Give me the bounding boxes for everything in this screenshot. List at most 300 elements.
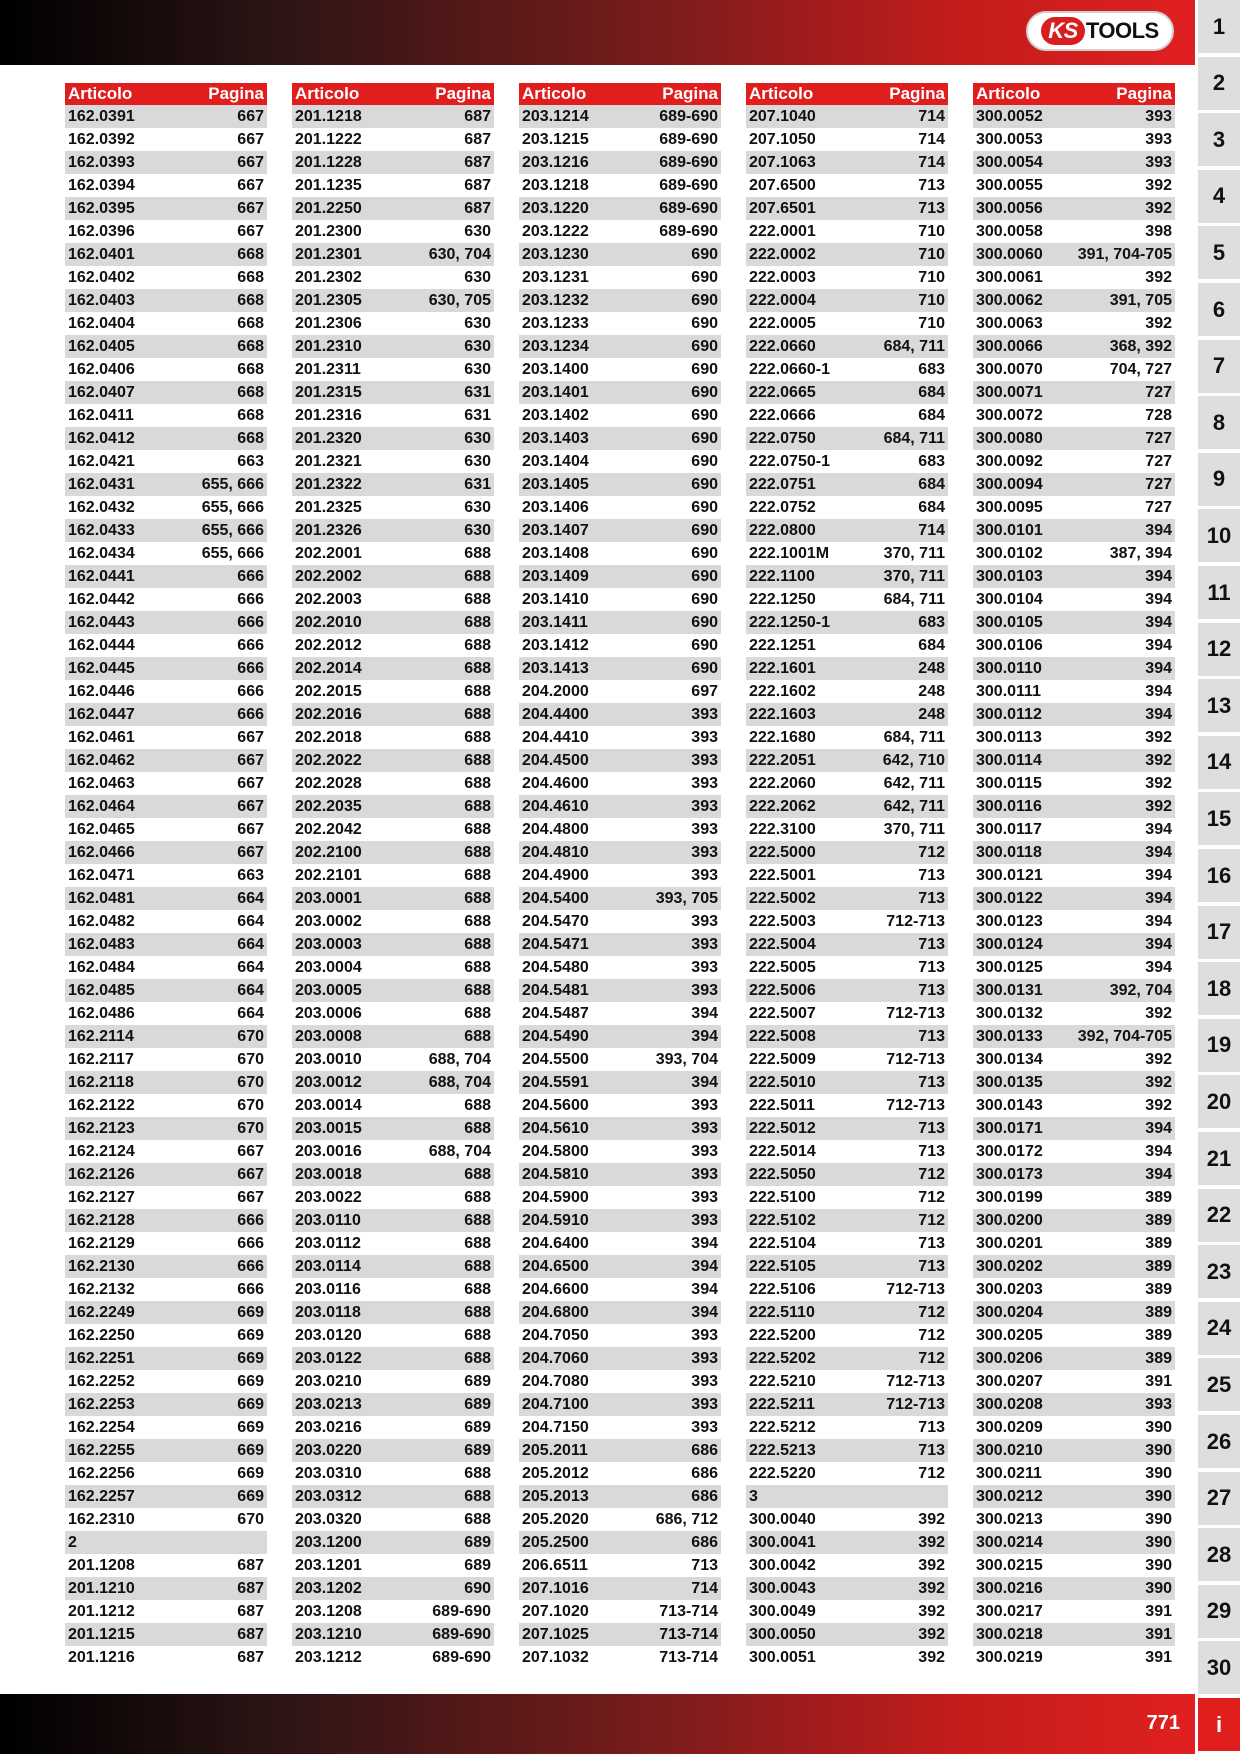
- page-reference: 394: [1145, 843, 1172, 861]
- article-code: 203.1220: [522, 199, 589, 217]
- table-row: [519, 1025, 721, 1048]
- table-row: [746, 1416, 948, 1439]
- article-code: 162.0444: [68, 636, 135, 654]
- article-code: 300.0106: [976, 636, 1043, 654]
- table-row: [65, 1232, 267, 1255]
- table-row: [519, 266, 721, 289]
- article-code: 222.5010: [749, 1073, 816, 1091]
- table-row: [65, 1393, 267, 1416]
- article-code: 162.0395: [68, 199, 135, 217]
- table-row: [65, 289, 267, 312]
- page-reference: 390: [1145, 1418, 1172, 1436]
- page-reference: 393: [691, 751, 718, 769]
- article-code: 222.2062: [749, 797, 816, 815]
- tab-chapter-14[interactable]: 14: [1198, 736, 1240, 789]
- table-row: [65, 1117, 267, 1140]
- page-reference: 392: [1145, 797, 1172, 815]
- tab-chapter-8[interactable]: 8: [1198, 396, 1240, 449]
- table-row: [292, 657, 494, 680]
- article-code: 207.6501: [749, 199, 816, 217]
- article-code: 300.0062: [976, 291, 1043, 309]
- table-row: [65, 1485, 267, 1508]
- table-row: [746, 956, 948, 979]
- article-code: 162.0401: [68, 245, 135, 263]
- page-reference: 688: [464, 659, 491, 677]
- page-reference: 690: [691, 475, 718, 493]
- tab-chapter-24[interactable]: 24: [1198, 1302, 1240, 1355]
- page-reference: 688: [464, 1303, 491, 1321]
- article-code: 222.5008: [749, 1027, 816, 1045]
- table-row: [519, 565, 721, 588]
- table-row: [292, 105, 494, 128]
- page-reference: 668: [237, 406, 264, 424]
- tab-chapter-13[interactable]: 13: [1198, 679, 1240, 732]
- article-code: 300.0094: [976, 475, 1043, 493]
- page-reference: 666: [237, 659, 264, 677]
- table-row: [292, 358, 494, 381]
- tab-chapter-18[interactable]: 18: [1198, 962, 1240, 1015]
- table-row: [973, 1600, 1175, 1623]
- tab-chapter-19[interactable]: 19: [1198, 1019, 1240, 1072]
- page-reference: 669: [237, 1303, 264, 1321]
- table-row: [519, 1600, 721, 1623]
- table-row: [973, 1531, 1175, 1554]
- article-code: 203.1218: [522, 176, 589, 194]
- page-reference: 393: [691, 1165, 718, 1183]
- article-code: 222.0666: [749, 406, 816, 424]
- table-row: [292, 289, 494, 312]
- article-code: 162.0482: [68, 912, 135, 930]
- table-row: [746, 1094, 948, 1117]
- tab-chapter-7[interactable]: 7: [1198, 340, 1240, 393]
- page-reference: 394: [1145, 590, 1172, 608]
- tab-chapter-6[interactable]: 6: [1198, 283, 1240, 336]
- page-reference: 689-690: [432, 1648, 491, 1666]
- tab-chapter-26[interactable]: 26: [1198, 1415, 1240, 1468]
- table-row: [973, 1002, 1175, 1025]
- table-row: [65, 1439, 267, 1462]
- table-row: [519, 312, 721, 335]
- table-row: [746, 818, 948, 841]
- article-code: 204.5810: [522, 1165, 589, 1183]
- page-reference: 670: [237, 1073, 264, 1091]
- tab-chapter-16[interactable]: 16: [1198, 849, 1240, 902]
- tab-chapter-29[interactable]: 29: [1198, 1585, 1240, 1638]
- table-row: [292, 887, 494, 910]
- page-reference: 392, 704-705: [1077, 1027, 1172, 1045]
- page-reference: 712-713: [886, 1372, 945, 1390]
- table-row: [519, 749, 721, 772]
- table-row: [973, 1186, 1175, 1209]
- page-reference: 394: [691, 1234, 718, 1252]
- article-code: 222.1601: [749, 659, 816, 677]
- article-code: 204.5471: [522, 935, 589, 953]
- table-row: [292, 680, 494, 703]
- article-code: 201.1235: [295, 176, 362, 194]
- article-code: 300.0080: [976, 429, 1043, 447]
- tab-chapter-3[interactable]: 3: [1198, 113, 1240, 166]
- table-row: [65, 1416, 267, 1439]
- page-reference: 666: [237, 1234, 264, 1252]
- page-reference: 655, 666: [201, 521, 264, 539]
- page-reference: 670: [237, 1027, 264, 1045]
- article-code: 203.1405: [522, 475, 589, 493]
- article-code: 300.0050: [749, 1625, 816, 1643]
- table-row: [519, 542, 721, 565]
- table-row: [973, 519, 1175, 542]
- page-reference: 248: [918, 705, 945, 723]
- article-code: 202.2016: [295, 705, 362, 723]
- table-row: [973, 703, 1175, 726]
- table-row: [519, 818, 721, 841]
- table-row: [65, 1370, 267, 1393]
- article-code: 203.1406: [522, 498, 589, 516]
- page-reference: 392: [1145, 728, 1172, 746]
- article-code: 222.5012: [749, 1119, 816, 1137]
- article-code: 201.2315: [295, 383, 362, 401]
- table-row: [973, 657, 1175, 680]
- article-code: 204.5800: [522, 1142, 589, 1160]
- tab-chapter-30[interactable]: 30: [1198, 1641, 1240, 1694]
- article-code: 222.5014: [749, 1142, 816, 1160]
- page-reference: 687: [464, 199, 491, 217]
- article-code: 203.0014: [295, 1096, 362, 1114]
- header-page: Pagina: [662, 84, 718, 103]
- page-reference: 663: [237, 866, 264, 884]
- article-code: 300.0219: [976, 1648, 1043, 1666]
- page-reference: 394: [1145, 659, 1172, 677]
- article-code: 300.0118: [976, 843, 1042, 861]
- article-code: 202.2022: [295, 751, 362, 769]
- page-reference: 666: [237, 590, 264, 608]
- table-row: [65, 1255, 267, 1278]
- tab-chapter-23[interactable]: 23: [1198, 1245, 1240, 1298]
- article-code: 2: [68, 1533, 77, 1551]
- table-row: [746, 496, 948, 519]
- table-row: [519, 105, 721, 128]
- table-row: [292, 312, 494, 335]
- column-rows: [292, 105, 494, 1669]
- page-reference: 714: [918, 107, 945, 125]
- table-row: [292, 1347, 494, 1370]
- table-row: [65, 749, 267, 772]
- article-code: 300.0207: [976, 1372, 1043, 1390]
- table-row: [746, 726, 948, 749]
- tab-chapter-17[interactable]: 17: [1198, 906, 1240, 959]
- article-code: 300.0071: [976, 383, 1043, 401]
- page-reference: 688: [464, 1188, 491, 1206]
- page-reference: 394: [1145, 820, 1172, 838]
- page-reference: 688: [464, 866, 491, 884]
- article-code: 162.2114: [68, 1027, 134, 1045]
- article-code: 204.5490: [522, 1027, 589, 1045]
- tab-chapter-1[interactable]: 1: [1198, 0, 1240, 53]
- table-row: [973, 197, 1175, 220]
- tab-info[interactable]: i: [1198, 1698, 1240, 1751]
- article-code: 162.0443: [68, 613, 135, 631]
- article-code: 203.1200: [295, 1533, 362, 1551]
- table-row: [292, 1140, 494, 1163]
- page-reference: 688: [464, 912, 491, 930]
- article-code: 201.1208: [68, 1556, 135, 1574]
- table-row: [973, 450, 1175, 473]
- article-code: 205.2020: [522, 1510, 589, 1528]
- article-code: 222.5210: [749, 1372, 816, 1390]
- article-code: 162.2251: [68, 1349, 135, 1367]
- tab-chapter-27[interactable]: 27: [1198, 1472, 1240, 1525]
- page-reference: 667: [237, 728, 264, 746]
- page-reference: 669: [237, 1418, 264, 1436]
- table-row: [973, 634, 1175, 657]
- page-reference: 690: [691, 314, 718, 332]
- article-code: 203.1402: [522, 406, 589, 424]
- tab-chapter-12[interactable]: 12: [1198, 623, 1240, 676]
- table-row: [519, 1140, 721, 1163]
- article-code: 300.0072: [976, 406, 1043, 424]
- table-row: [519, 404, 721, 427]
- article-code: 222.5110: [749, 1303, 815, 1321]
- page-reference: 670: [237, 1119, 264, 1137]
- tab-chapter-15[interactable]: 15: [1198, 792, 1240, 845]
- tab-chapter-22[interactable]: 22: [1198, 1189, 1240, 1242]
- article-code: 222.5011: [749, 1096, 815, 1114]
- article-code: 201.1212: [68, 1602, 135, 1620]
- article-code: 162.0405: [68, 337, 135, 355]
- article-code: 203.0216: [295, 1418, 362, 1436]
- table-row: [519, 1278, 721, 1301]
- table-row: [746, 1186, 948, 1209]
- tab-chapter-5[interactable]: 5: [1198, 226, 1240, 279]
- page-reference: 690: [691, 383, 718, 401]
- page-reference: 391, 704-705: [1077, 245, 1172, 263]
- page-reference: 690: [691, 429, 718, 447]
- table-row: [746, 1439, 948, 1462]
- page-reference: 394: [691, 1073, 718, 1091]
- article-code: 207.1040: [749, 107, 816, 125]
- table-row: [292, 1600, 494, 1623]
- table-row: [746, 220, 948, 243]
- article-code: 222.5105: [749, 1257, 816, 1275]
- article-code: 162.0411: [68, 406, 134, 424]
- article-code: 300.0143: [976, 1096, 1043, 1114]
- tab-chapter-21[interactable]: 21: [1198, 1132, 1240, 1185]
- page-reference: 690: [691, 245, 718, 263]
- article-code: 162.2255: [68, 1441, 135, 1459]
- page-reference: 712: [918, 843, 945, 861]
- page-reference: 630: [464, 498, 491, 516]
- article-code: 300.0092: [976, 452, 1043, 470]
- article-code: 222.5000: [749, 843, 816, 861]
- table-row: [65, 1048, 267, 1071]
- page-reference: 389: [1145, 1257, 1172, 1275]
- article-code: 222.5200: [749, 1326, 816, 1344]
- table-row: [65, 312, 267, 335]
- page-reference: 668: [237, 360, 264, 378]
- logo-ks: KS: [1041, 17, 1085, 45]
- page-reference: 667: [237, 130, 264, 148]
- article-code: 207.6500: [749, 176, 816, 194]
- article-code: 202.2014: [295, 659, 362, 677]
- page-reference: 689: [464, 1556, 491, 1574]
- table-row: [973, 128, 1175, 151]
- article-code: 203.1231: [522, 268, 589, 286]
- article-code: 203.0015: [295, 1119, 362, 1137]
- tab-chapter-20[interactable]: 20: [1198, 1075, 1240, 1128]
- page-reference: 713: [918, 935, 945, 953]
- table-row: [292, 772, 494, 795]
- table-row: [746, 1577, 948, 1600]
- page-reference: 390: [1145, 1487, 1172, 1505]
- table-row: [746, 611, 948, 634]
- table-row: [65, 542, 267, 565]
- table-row: [292, 956, 494, 979]
- page-reference: 688: [464, 1027, 491, 1045]
- page-reference: 667: [237, 751, 264, 769]
- page-reference: 394: [691, 1257, 718, 1275]
- page-reference: 389: [1145, 1326, 1172, 1344]
- article-code: 300.0043: [749, 1579, 816, 1597]
- table-row: [973, 1094, 1175, 1117]
- table-row: [65, 864, 267, 887]
- article-code: 222.0660-1: [749, 360, 830, 378]
- header-article: Articolo: [295, 84, 360, 103]
- table-row: [746, 266, 948, 289]
- article-code: 300.0052: [976, 107, 1043, 125]
- article-code: 222.1100: [749, 567, 815, 585]
- page-reference: 714: [918, 130, 945, 148]
- article-code: 162.2123: [68, 1119, 135, 1137]
- page-reference: 666: [237, 705, 264, 723]
- table-row: [973, 335, 1175, 358]
- tab-chapter-25[interactable]: 25: [1198, 1358, 1240, 1411]
- article-code: 204.5400: [522, 889, 589, 907]
- article-code: 203.1215: [522, 130, 589, 148]
- article-code: 201.1222: [295, 130, 362, 148]
- page-reference: 688: [464, 1211, 491, 1229]
- page-reference: 669: [237, 1349, 264, 1367]
- article-code: 162.2254: [68, 1418, 135, 1436]
- page-reference: 670: [237, 1050, 264, 1068]
- page-reference: 666: [237, 1211, 264, 1229]
- tab-chapter-11[interactable]: 11: [1198, 566, 1240, 619]
- article-code: 300.0066: [976, 337, 1043, 355]
- page-reference: 684: [918, 636, 945, 654]
- table-row: [292, 864, 494, 887]
- article-code: 162.2124: [68, 1142, 135, 1160]
- page-reference: 712-713: [886, 1004, 945, 1022]
- table-row: [973, 105, 1175, 128]
- article-code: 300.0056: [976, 199, 1043, 217]
- article-code: 300.0171: [976, 1119, 1043, 1137]
- table-row: [292, 1623, 494, 1646]
- article-code: 300.0103: [976, 567, 1043, 585]
- tab-chapter-10[interactable]: 10: [1198, 509, 1240, 562]
- article-code: 300.0122: [976, 889, 1043, 907]
- table-row: [292, 381, 494, 404]
- page-reference: 392: [1145, 1096, 1172, 1114]
- table-row: [519, 1485, 721, 1508]
- tab-chapter-9[interactable]: 9: [1198, 453, 1240, 506]
- page-reference: 398: [1145, 222, 1172, 240]
- article-code: 201.2316: [295, 406, 362, 424]
- page-reference: 690: [691, 567, 718, 585]
- tab-chapter-2[interactable]: 2: [1198, 57, 1240, 110]
- article-code: 203.0320: [295, 1510, 362, 1528]
- article-code: 203.0116: [295, 1280, 361, 1298]
- page-reference: 712: [918, 1188, 945, 1206]
- article-code: 204.6500: [522, 1257, 589, 1275]
- page-reference: 370, 711: [883, 544, 945, 562]
- page-reference: 713: [918, 889, 945, 907]
- article-code: 162.0462: [68, 751, 135, 769]
- table-row: [746, 657, 948, 680]
- article-code: 207.1032: [522, 1648, 589, 1666]
- page-reference: 394: [691, 1027, 718, 1045]
- page-reference: 392: [918, 1510, 945, 1528]
- table-row: [746, 1025, 948, 1048]
- page-reference: 631: [464, 406, 491, 424]
- page-reference: 684: [918, 498, 945, 516]
- tab-chapter-28[interactable]: 28: [1198, 1528, 1240, 1581]
- page-reference: 688: [464, 1510, 491, 1528]
- article-code: 201.2306: [295, 314, 362, 332]
- article-code: 300.0133: [976, 1027, 1043, 1045]
- tab-chapter-4[interactable]: 4: [1198, 170, 1240, 223]
- table-row: [65, 657, 267, 680]
- page-reference: 390: [1145, 1510, 1172, 1528]
- table-row: [519, 1623, 721, 1646]
- page-reference: 393: [691, 1142, 718, 1160]
- page-reference: 688: [464, 1257, 491, 1275]
- page-reference: 389: [1145, 1188, 1172, 1206]
- article-code: 207.1063: [749, 153, 816, 171]
- page-reference: 630: [464, 222, 491, 240]
- article-code: 222.5006: [749, 981, 816, 999]
- article-code: 201.2311: [295, 360, 361, 378]
- table-row: [973, 151, 1175, 174]
- page-reference: 683: [918, 452, 945, 470]
- table-row: [292, 1531, 494, 1554]
- page-reference: 688: [464, 682, 491, 700]
- index-column: [519, 83, 721, 1669]
- table-row: [973, 1439, 1175, 1462]
- page-reference: 714: [691, 1579, 718, 1597]
- page-number: 771: [1146, 1712, 1180, 1734]
- page-reference: 712-713: [886, 912, 945, 930]
- page-reference: 392: [918, 1648, 945, 1666]
- article-code: 222.5005: [749, 958, 816, 976]
- page-reference: 669: [237, 1395, 264, 1413]
- table-row: [746, 1232, 948, 1255]
- table-row: [292, 1278, 494, 1301]
- table-row: [519, 1094, 721, 1117]
- table-row: [292, 128, 494, 151]
- article-code: 222.2060: [749, 774, 816, 792]
- table-row: [292, 1324, 494, 1347]
- article-code: 300.0208: [976, 1395, 1043, 1413]
- article-code: 162.2129: [68, 1234, 135, 1252]
- page-reference: 667: [237, 107, 264, 125]
- article-code: 222.5003: [749, 912, 816, 930]
- page-reference: 727: [1145, 383, 1172, 401]
- article-code: 201.2322: [295, 475, 362, 493]
- page-reference: 630: [464, 452, 491, 470]
- article-code: 222.1680: [749, 728, 816, 746]
- table-row: [973, 1071, 1175, 1094]
- table-row: [519, 1186, 721, 1209]
- article-code: 300.0211: [976, 1464, 1042, 1482]
- page-reference: 669: [237, 1372, 264, 1390]
